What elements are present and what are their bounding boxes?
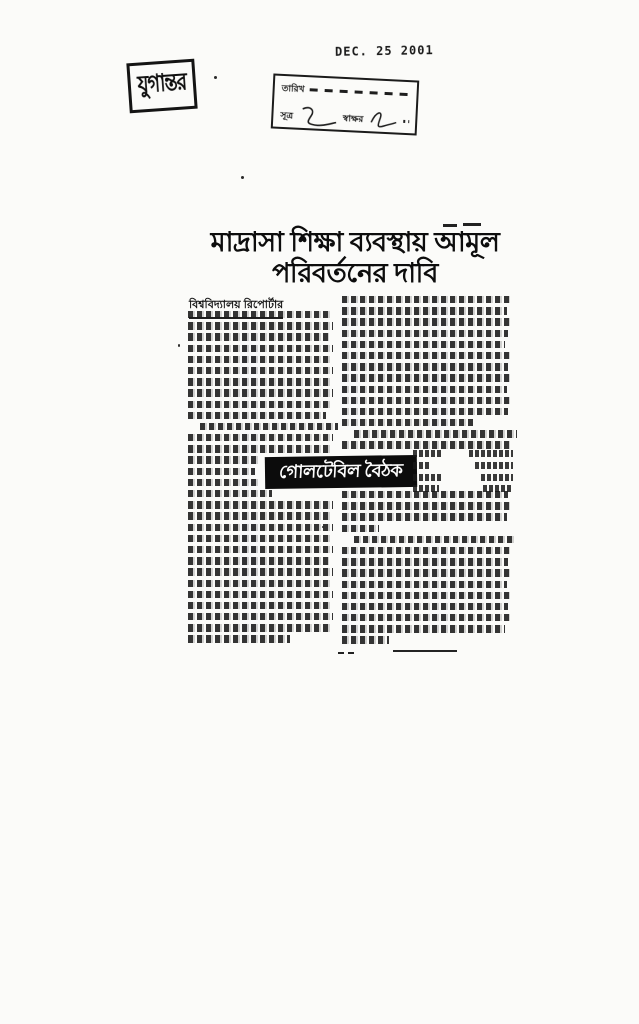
headline-line-1: মাদ্রাসা শিক্ষা ব্যবস্থায় আমূল [210,227,500,257]
subhead-box [265,455,417,489]
stray-print-dash [463,223,481,226]
illegible-text-line [188,557,329,564]
illegible-text-line [342,330,508,337]
participant-name-row [413,462,513,469]
body-column-right-top [342,296,510,453]
illegible-name [475,462,513,469]
article-headline [175,227,535,289]
illegible-text-line [188,356,332,363]
illegible-name [413,474,443,481]
routing-date-label: তারিখ [281,82,305,94]
illegible-text-line [188,535,332,542]
illegible-name [481,474,513,481]
routing-stamp [271,73,420,135]
newspaper-name: যুগান্তর [136,69,187,99]
scan-speck [178,344,180,347]
illegible-text-line [188,468,255,475]
illegible-text-line [188,501,333,508]
illegible-name [413,462,431,469]
illegible-text-line [188,401,332,408]
body-column-right-bottom [342,491,510,648]
dashed-fill-line [309,88,410,96]
illegible-text-line [354,536,515,543]
participant-name-row [413,450,513,457]
illegible-name [413,485,439,492]
illegible-text-line [342,592,510,599]
signature-dot-trail [403,119,409,122]
illegible-text-line [188,456,258,463]
illegible-text-line [342,513,507,520]
illegible-text-line [188,613,333,620]
illegible-text-line [342,419,473,426]
illegible-text-line [342,296,510,303]
end-of-column-dashes [338,652,354,654]
illegible-text-line [188,524,333,531]
illegible-text-line [354,430,517,437]
illegible-text-line [188,412,326,419]
illegible-text-line [188,546,333,553]
date-stamp: DEC. 25 2001 [334,43,434,59]
handwritten-initial-icon [297,104,338,130]
illegible-text-line [188,580,332,587]
stray-print-dash [443,224,457,227]
headline-line-2: পরিবর্তনের দাবি [272,258,438,288]
illegible-text-line [188,602,330,609]
illegible-text-line [342,558,508,565]
illegible-text-line [188,311,332,318]
illegible-text-line [342,502,510,509]
illegible-text-line [342,547,510,554]
illegible-text-line [188,322,333,329]
illegible-text-line [342,363,508,370]
illegible-name [413,450,443,457]
illegible-text-line [342,614,510,621]
participant-name-row [413,474,513,481]
participant-name-row [413,485,513,492]
scan-speck [241,176,244,179]
illegible-text-line [200,423,338,430]
newspaper-masthead-stamp [126,59,197,114]
illegible-text-line [342,386,507,393]
illegible-text-line [188,333,329,340]
illegible-name [483,485,513,492]
illegible-text-line [342,307,507,314]
illegible-text-line [188,367,333,374]
illegible-text-line [188,389,333,396]
illegible-text-line [342,374,510,381]
illegible-text-line [342,603,508,610]
scan-speck [214,76,217,79]
illegible-text-line [188,568,333,575]
illegible-text-line [188,490,272,497]
illegible-text-line [342,636,389,643]
illegible-text-line [188,378,330,385]
illegible-text-line [342,408,508,415]
routing-ref-label: সূত্র [280,109,294,120]
illegible-text-line [342,341,505,348]
illegible-text-line [342,569,510,576]
scan-speck [322,526,324,528]
illegible-text-line [188,479,259,486]
routing-sign-label: স্বাক্ষর [342,112,364,124]
end-of-article-rule [393,650,457,652]
illegible-text-line [188,512,330,519]
illegible-text-line [188,345,333,352]
illegible-text-line [188,445,330,452]
participant-name-list [413,450,513,497]
handwritten-signature-icon [368,108,399,131]
routing-stamp-date-row [281,81,411,102]
subhead-text: গোলটেবিল বৈঠক [278,459,404,482]
illegible-text-line [188,635,290,642]
byline: বিশ্ববিদ্যালয় রিপোর্টার [189,296,283,319]
illegible-text-line [342,581,507,588]
illegible-text-line [342,318,510,325]
illegible-text-line [342,525,379,532]
illegible-text-line [188,434,333,441]
illegible-text-line [342,352,510,359]
routing-stamp-signature-row [280,103,410,133]
illegible-name [469,450,513,457]
illegible-text-line [342,397,510,404]
illegible-text-line [188,624,332,631]
illegible-text-line [342,441,510,448]
illegible-text-line [188,591,333,598]
illegible-text-line [342,625,505,632]
